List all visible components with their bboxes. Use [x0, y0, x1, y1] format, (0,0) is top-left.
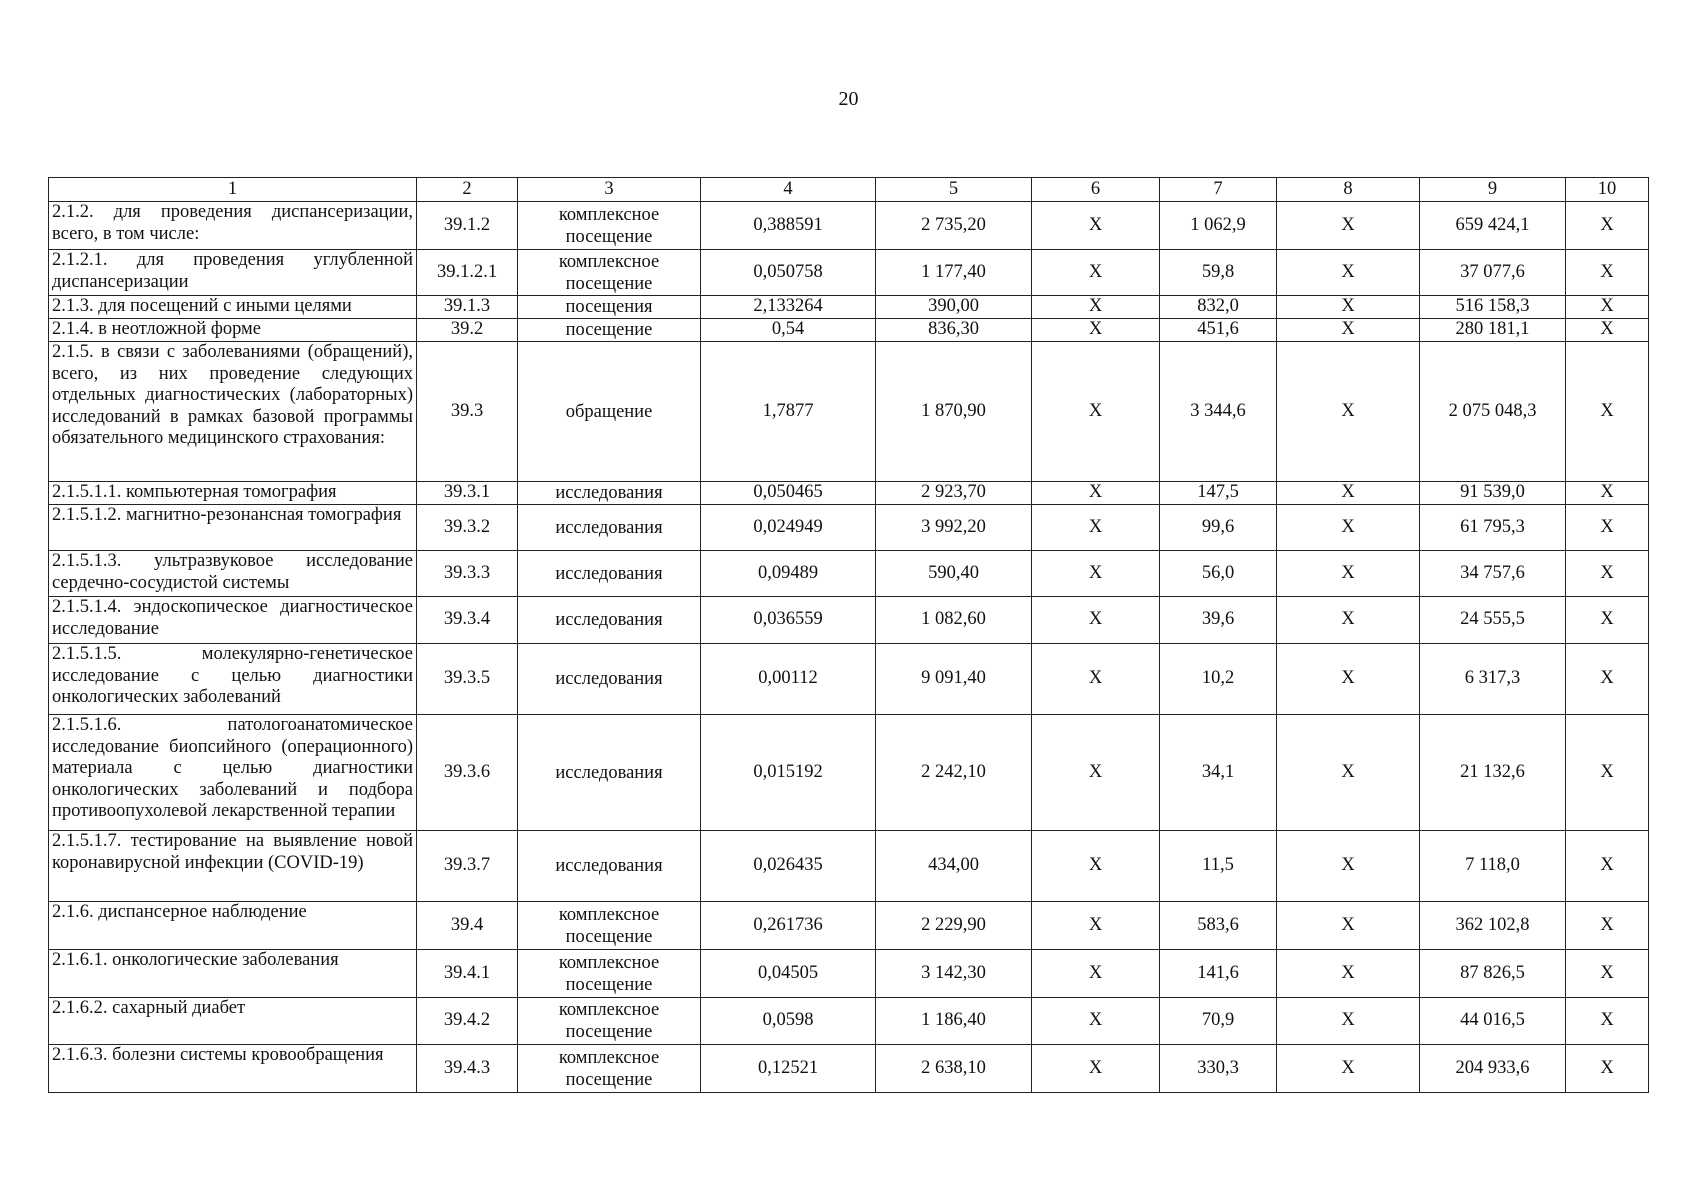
col8-cell: Х — [1277, 597, 1420, 644]
cost-cell: 3 142,30 — [876, 950, 1032, 998]
col8-cell: Х — [1277, 551, 1420, 597]
volume-cell: 0,050465 — [701, 482, 876, 505]
amount-cell: 61 795,3 — [1420, 505, 1566, 551]
col6-cell: Х — [1032, 715, 1160, 831]
cost-cell: 390,00 — [876, 296, 1032, 319]
col6-cell: Х — [1032, 342, 1160, 482]
description-cell: 2.1.5.1.2. магнитно-резонансная томография — [49, 505, 417, 551]
table-row — [49, 902, 1649, 950]
volume-cell: 0,0598 — [701, 998, 876, 1045]
col6-cell: Х — [1032, 902, 1160, 950]
col10-cell: Х — [1566, 505, 1649, 551]
unit-cell: исследования — [518, 482, 701, 505]
description-cell: 2.1.6.3. болезни системы кровообращения — [49, 1045, 417, 1093]
col8-cell: Х — [1277, 902, 1420, 950]
table-row — [49, 202, 1649, 250]
col6-cell: Х — [1032, 831, 1160, 902]
col8-cell: Х — [1277, 1045, 1420, 1093]
header-cell: 8 — [1277, 178, 1420, 202]
volume-per-person-cell: 583,6 — [1160, 902, 1277, 950]
amount-cell: 659 424,1 — [1420, 202, 1566, 250]
amount-cell: 2 075 048,3 — [1420, 342, 1566, 482]
cost-cell: 9 091,40 — [876, 644, 1032, 715]
col6-cell: Х — [1032, 950, 1160, 998]
col8-cell: Х — [1277, 998, 1420, 1045]
table-row — [49, 296, 1649, 319]
description-cell: 2.1.5.1.4. эндоскопическое диагностическое исследование — [49, 597, 417, 644]
col10-cell: Х — [1566, 950, 1649, 998]
col8-cell: Х — [1277, 831, 1420, 902]
table-row — [49, 342, 1649, 482]
table-row — [49, 505, 1649, 551]
col6-cell: Х — [1032, 551, 1160, 597]
cost-cell: 2 735,20 — [876, 202, 1032, 250]
amount-cell: 37 077,6 — [1420, 250, 1566, 296]
amount-cell: 204 933,6 — [1420, 1045, 1566, 1093]
volume-per-person-cell: 330,3 — [1160, 1045, 1277, 1093]
col6-cell: Х — [1032, 1045, 1160, 1093]
col8-cell: Х — [1277, 296, 1420, 319]
unit-cell: исследования — [518, 831, 701, 902]
volume-per-person-cell: 59,8 — [1160, 250, 1277, 296]
col10-cell: Х — [1566, 597, 1649, 644]
table-row — [49, 482, 1649, 505]
header-cell: 10 — [1566, 178, 1649, 202]
cost-cell: 1 177,40 — [876, 250, 1032, 296]
description-cell: 2.1.2. для проведения диспансеризации, всего, в том числе: — [49, 202, 417, 250]
volume-per-person-cell: 141,6 — [1160, 950, 1277, 998]
table-row — [49, 1045, 1649, 1093]
code-cell: 39.3.6 — [417, 715, 518, 831]
col6-cell: Х — [1032, 998, 1160, 1045]
volume-cell: 0,00112 — [701, 644, 876, 715]
cost-cell: 2 229,90 — [876, 902, 1032, 950]
code-cell: 39.4.3 — [417, 1045, 518, 1093]
amount-cell: 362 102,8 — [1420, 902, 1566, 950]
volume-cell: 0,388591 — [701, 202, 876, 250]
volume-cell: 0,12521 — [701, 1045, 876, 1093]
volume-cell: 0,015192 — [701, 715, 876, 831]
header-cell: 4 — [701, 178, 876, 202]
amount-cell: 280 181,1 — [1420, 319, 1566, 342]
amount-cell: 6 317,3 — [1420, 644, 1566, 715]
volume-per-person-cell: 34,1 — [1160, 715, 1277, 831]
table-row — [49, 597, 1649, 644]
col10-cell: Х — [1566, 998, 1649, 1045]
description-cell: 2.1.5. в связи с заболеваниями (обращений), всего, из них проведение следующих отдельных диагностических (лабораторных) исследований в рамках базовой программы обязательного медицинского страхования: — [49, 342, 417, 482]
unit-cell: комплексное посещение — [518, 950, 701, 998]
unit-cell: исследования — [518, 551, 701, 597]
amount-cell: 34 757,6 — [1420, 551, 1566, 597]
description-cell: 2.1.5.1.5. молекулярно-генетическое исследование с целью диагностики онкологических заболеваний — [49, 644, 417, 715]
description-cell: 2.1.3. для посещений с иными целями — [49, 296, 417, 319]
col8-cell: Х — [1277, 319, 1420, 342]
unit-cell: исследования — [518, 505, 701, 551]
col10-cell: Х — [1566, 831, 1649, 902]
col6-cell: Х — [1032, 296, 1160, 319]
table-row — [49, 831, 1649, 902]
col8-cell: Х — [1277, 715, 1420, 831]
volume-per-person-cell: 10,2 — [1160, 644, 1277, 715]
col10-cell: Х — [1566, 319, 1649, 342]
description-cell: 2.1.6.1. онкологические заболевания — [49, 950, 417, 998]
volume-per-person-cell: 451,6 — [1160, 319, 1277, 342]
table-row — [49, 319, 1649, 342]
description-cell: 2.1.6.2. сахарный диабет — [49, 998, 417, 1045]
volume-per-person-cell: 1 062,9 — [1160, 202, 1277, 250]
cost-cell: 1 082,60 — [876, 597, 1032, 644]
volume-per-person-cell: 11,5 — [1160, 831, 1277, 902]
header-cell: 1 — [49, 178, 417, 202]
table-row — [49, 551, 1649, 597]
header-cell: 6 — [1032, 178, 1160, 202]
volume-cell: 0,024949 — [701, 505, 876, 551]
col6-cell: Х — [1032, 250, 1160, 296]
col10-cell: Х — [1566, 250, 1649, 296]
volume-cell: 0,050758 — [701, 250, 876, 296]
volume-cell: 2,133264 — [701, 296, 876, 319]
amount-cell: 21 132,6 — [1420, 715, 1566, 831]
col6-cell: Х — [1032, 505, 1160, 551]
unit-cell: комплексное посещение — [518, 250, 701, 296]
header-cell: 3 — [518, 178, 701, 202]
volume-cell: 0,09489 — [701, 551, 876, 597]
table-row — [49, 950, 1649, 998]
col10-cell: Х — [1566, 202, 1649, 250]
description-cell: 2.1.5.1.6. патологоанатомическое исследование биопсийного (операционного) материала с целью диагностики онкологических заболеваний и подбора противоопухолевой лекарственной терапии — [49, 715, 417, 831]
header-cell: 5 — [876, 178, 1032, 202]
col8-cell: Х — [1277, 342, 1420, 482]
volume-cell: 0,036559 — [701, 597, 876, 644]
cost-cell: 3 992,20 — [876, 505, 1032, 551]
unit-cell: исследования — [518, 715, 701, 831]
code-cell: 39.3.2 — [417, 505, 518, 551]
col10-cell: Х — [1566, 551, 1649, 597]
volume-per-person-cell: 147,5 — [1160, 482, 1277, 505]
amount-cell: 44 016,5 — [1420, 998, 1566, 1045]
description-cell: 2.1.5.1.7. тестирование на выявление новой коронавирусной инфекции (COVID-19) — [49, 831, 417, 902]
unit-cell: посещение — [518, 319, 701, 342]
code-cell: 39.1.2.1 — [417, 250, 518, 296]
col10-cell: Х — [1566, 482, 1649, 505]
cost-cell: 1 186,40 — [876, 998, 1032, 1045]
unit-cell: комплексное посещение — [518, 1045, 701, 1093]
volume-cell: 0,04505 — [701, 950, 876, 998]
page-number: 20 — [838, 88, 859, 110]
table-row — [49, 644, 1649, 715]
amount-cell: 24 555,5 — [1420, 597, 1566, 644]
cost-cell: 836,30 — [876, 319, 1032, 342]
col8-cell: Х — [1277, 950, 1420, 998]
cost-cell: 2 638,10 — [876, 1045, 1032, 1093]
col10-cell: Х — [1566, 296, 1649, 319]
code-cell: 39.4.2 — [417, 998, 518, 1045]
unit-cell: исследования — [518, 644, 701, 715]
volume-per-person-cell: 70,9 — [1160, 998, 1277, 1045]
col6-cell: Х — [1032, 644, 1160, 715]
code-cell: 39.3 — [417, 342, 518, 482]
col6-cell: Х — [1032, 482, 1160, 505]
col6-cell: Х — [1032, 597, 1160, 644]
volume-cell: 1,7877 — [701, 342, 876, 482]
col10-cell: Х — [1566, 715, 1649, 831]
col8-cell: Х — [1277, 644, 1420, 715]
volume-cell: 0,54 — [701, 319, 876, 342]
volume-cell: 0,261736 — [701, 902, 876, 950]
code-cell: 39.3.5 — [417, 644, 518, 715]
volume-per-person-cell: 99,6 — [1160, 505, 1277, 551]
code-cell: 39.4 — [417, 902, 518, 950]
description-cell: 2.1.2.1. для проведения углубленной диспансеризации — [49, 250, 417, 296]
col8-cell: Х — [1277, 250, 1420, 296]
volume-per-person-cell: 56,0 — [1160, 551, 1277, 597]
volume-per-person-cell: 832,0 — [1160, 296, 1277, 319]
amount-cell: 516 158,3 — [1420, 296, 1566, 319]
unit-cell: комплексное посещение — [518, 998, 701, 1045]
code-cell: 39.1.3 — [417, 296, 518, 319]
description-cell: 2.1.4. в неотложной форме — [49, 319, 417, 342]
cost-cell: 434,00 — [876, 831, 1032, 902]
amount-cell: 7 118,0 — [1420, 831, 1566, 902]
col6-cell: Х — [1032, 202, 1160, 250]
col10-cell: Х — [1566, 902, 1649, 950]
unit-cell: посещения — [518, 296, 701, 319]
cost-cell: 2 923,70 — [876, 482, 1032, 505]
unit-cell: комплексное посещение — [518, 202, 701, 250]
col10-cell: Х — [1566, 644, 1649, 715]
code-cell: 39.4.1 — [417, 950, 518, 998]
header-cell: 7 — [1160, 178, 1277, 202]
cost-cell: 2 242,10 — [876, 715, 1032, 831]
unit-cell: исследования — [518, 597, 701, 644]
col6-cell: Х — [1032, 319, 1160, 342]
code-cell: 39.1.2 — [417, 202, 518, 250]
description-cell: 2.1.5.1.3. ультразвуковое исследование сердечно-сосудистой системы — [49, 551, 417, 597]
col10-cell: Х — [1566, 1045, 1649, 1093]
code-cell: 39.3.1 — [417, 482, 518, 505]
volume-per-person-cell: 39,6 — [1160, 597, 1277, 644]
code-cell: 39.3.7 — [417, 831, 518, 902]
header-cell: 9 — [1420, 178, 1566, 202]
col8-cell: Х — [1277, 505, 1420, 551]
description-cell: 2.1.6. диспансерное наблюдение — [49, 902, 417, 950]
col8-cell: Х — [1277, 202, 1420, 250]
table-row — [49, 715, 1649, 831]
cost-cell: 1 870,90 — [876, 342, 1032, 482]
amount-cell: 91 539,0 — [1420, 482, 1566, 505]
cost-cell: 590,40 — [876, 551, 1032, 597]
col10-cell: Х — [1566, 342, 1649, 482]
unit-cell: обращение — [518, 342, 701, 482]
code-cell: 39.2 — [417, 319, 518, 342]
tariff-table — [48, 177, 1649, 1093]
volume-per-person-cell: 3 344,6 — [1160, 342, 1277, 482]
col8-cell: Х — [1277, 482, 1420, 505]
unit-cell: комплексное посещение — [518, 902, 701, 950]
table-row — [49, 998, 1649, 1045]
description-cell: 2.1.5.1.1. компьютерная томография — [49, 482, 417, 505]
table-row — [49, 250, 1649, 296]
volume-cell: 0,026435 — [701, 831, 876, 902]
code-cell: 39.3.3 — [417, 551, 518, 597]
amount-cell: 87 826,5 — [1420, 950, 1566, 998]
header-cell: 2 — [417, 178, 518, 202]
code-cell: 39.3.4 — [417, 597, 518, 644]
header-row — [49, 178, 1649, 202]
